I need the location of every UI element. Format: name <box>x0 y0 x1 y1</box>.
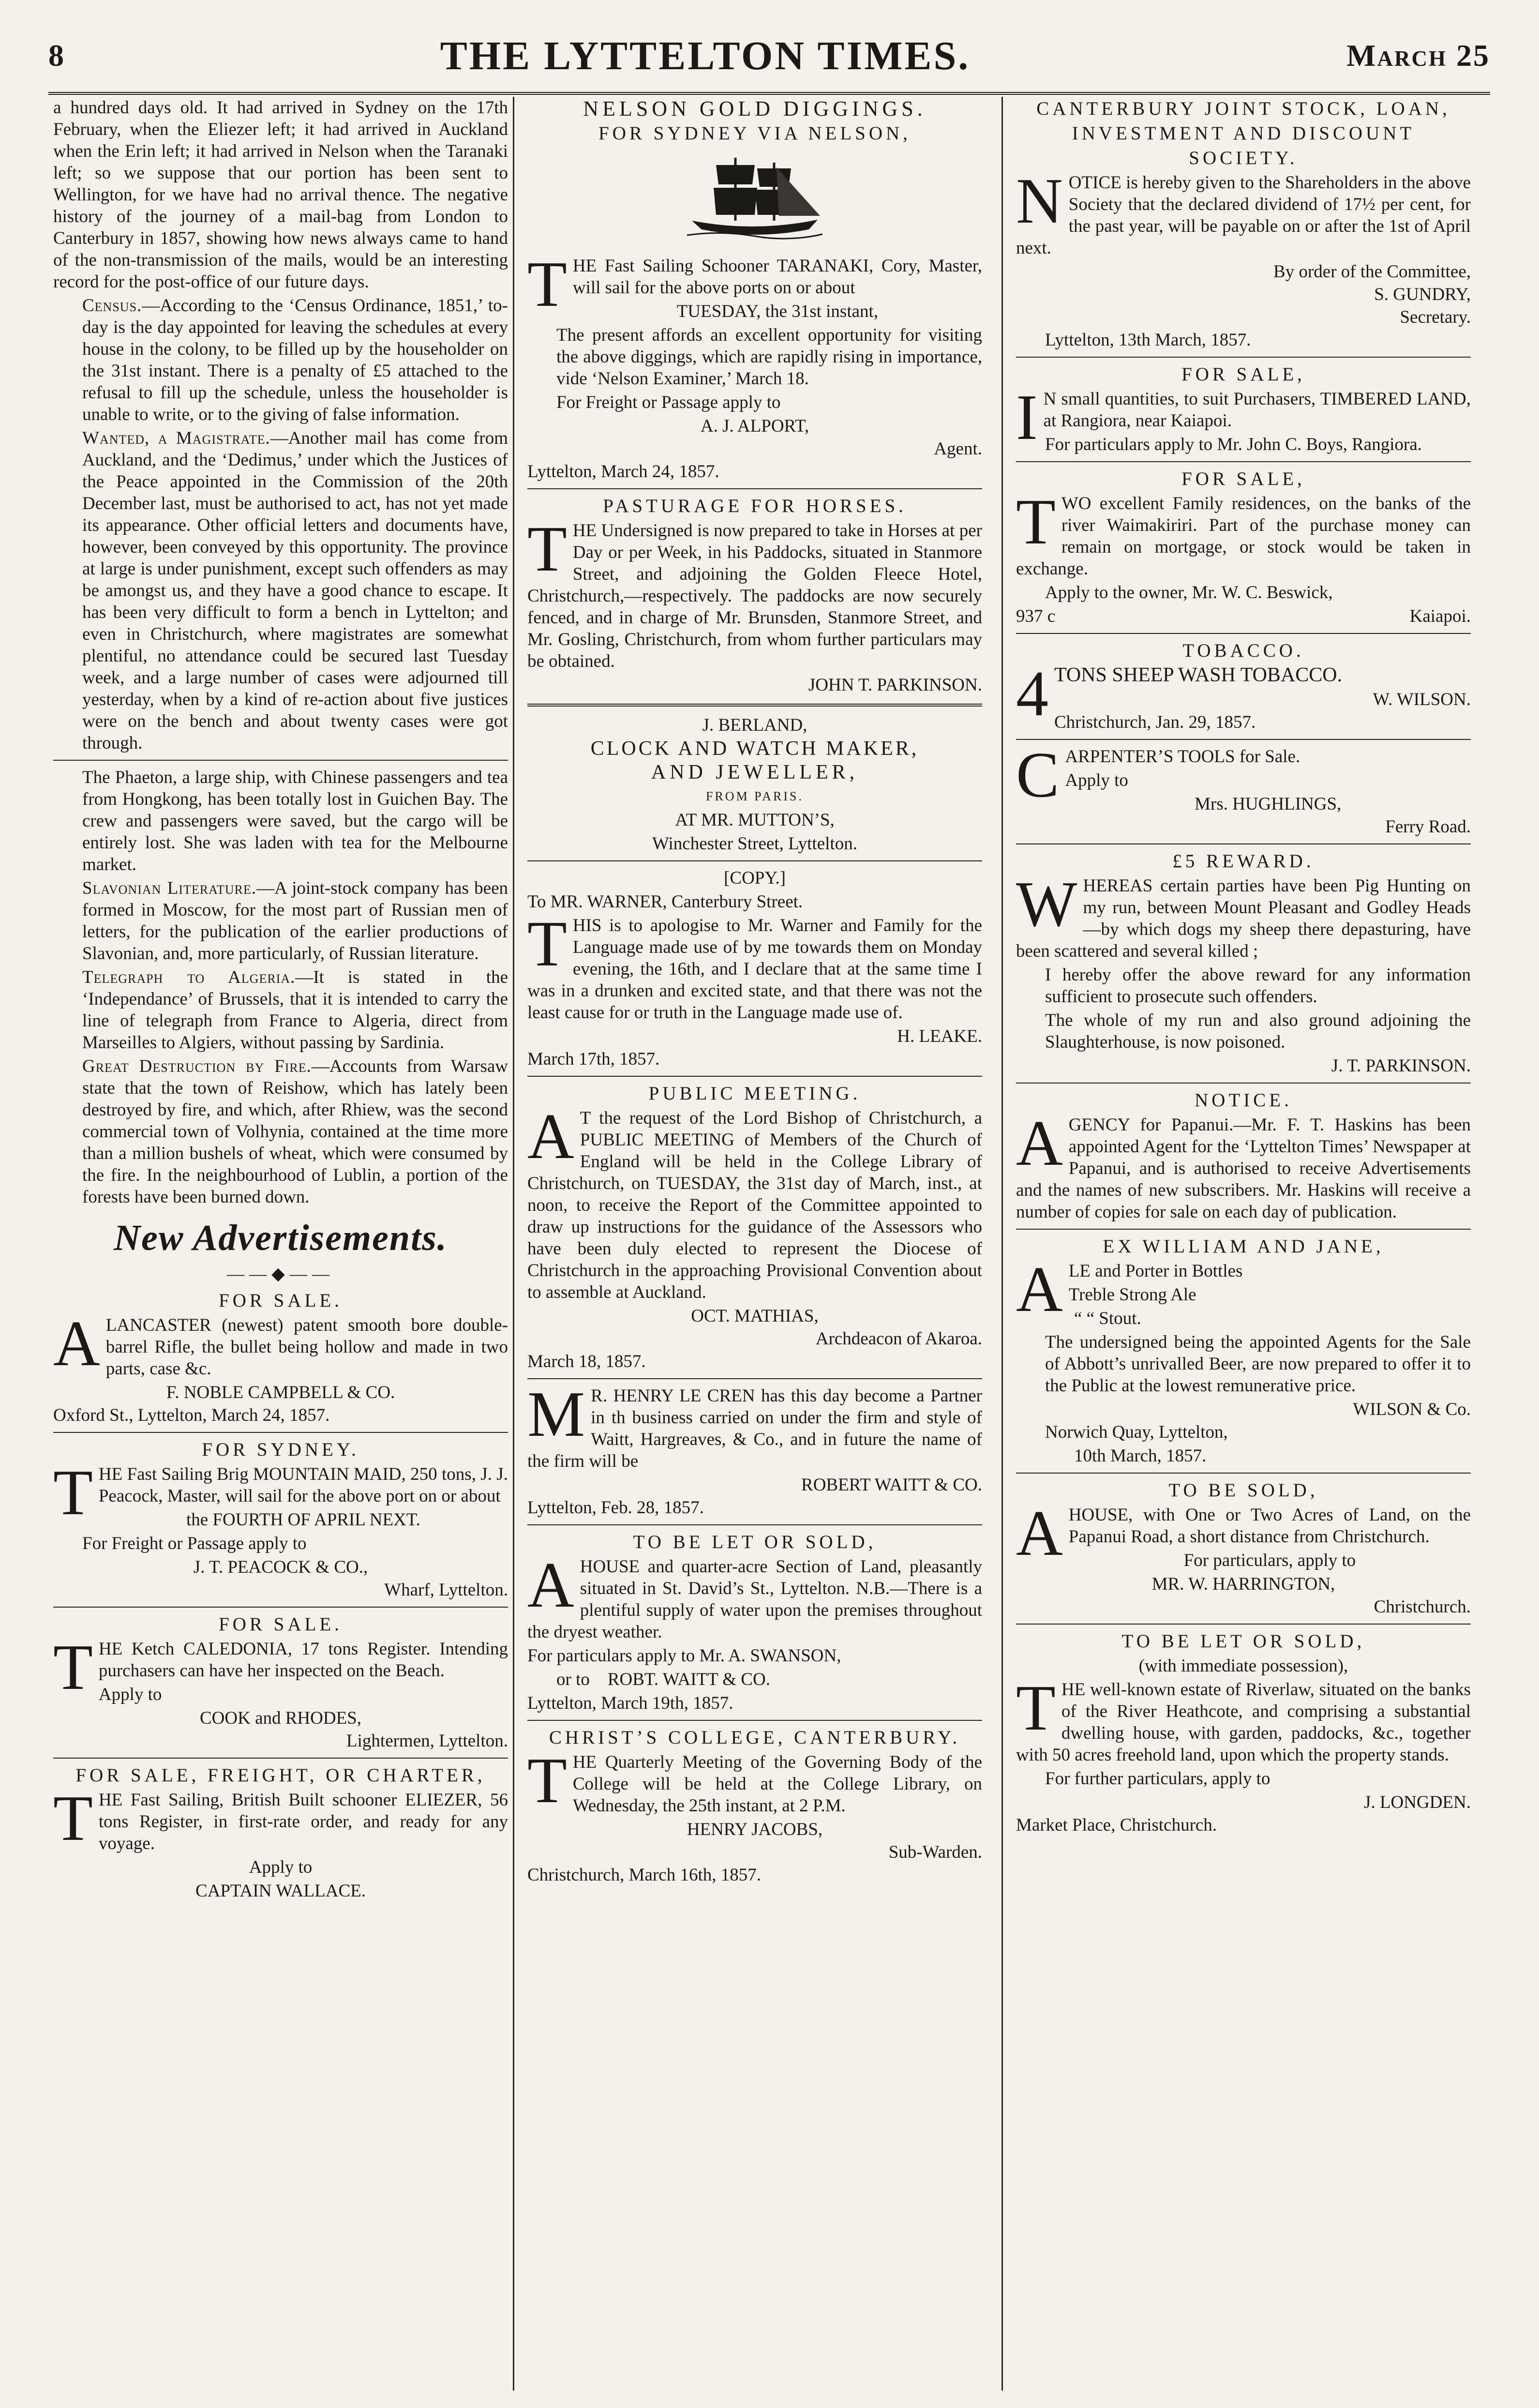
divider <box>53 1758 508 1759</box>
divider <box>527 860 982 861</box>
news-fire-title: Great Destruction by Fire. <box>82 1056 312 1076</box>
drop-cap: T <box>527 908 567 979</box>
ad-let-apply: For particulars apply to Mr. A. SWANSON, <box>527 1646 841 1666</box>
ad-jointstock-date: Lyttelton, 13th March, 1857. <box>1045 330 1251 350</box>
ad-house-signature: MR. W. HARRINGTON, <box>1151 1574 1335 1594</box>
ad-jointstock-body <box>1016 165 1471 259</box>
ad-berland-trade2: AND JEWELLER, <box>651 761 859 783</box>
ad-reward-body2: I hereby offer the above reward for any information sufficient to prosecute such offenders. <box>1045 965 1471 1007</box>
divider <box>527 1378 982 1379</box>
ad-ale-body2: The undersigned being the appointed Agents for the Sale of Abbott’s unrivalled Beer, are now prepared to offer it to the Public at the lowest remunerative price. <box>1045 1332 1471 1396</box>
divider <box>1016 843 1471 844</box>
ad-charter-apply: Apply to <box>249 1857 313 1877</box>
ad-charter-body <box>53 1782 508 1854</box>
news-census-body: —According to the ‘Census Ordinance, 1851,’ to-day is the day appointed for leaving the schedules at every house in the colony, to be filled up by the householder on the 31st instant. There is a penalty of £5 attached to the refusal to fill up the schedule, unless the householder is unable to write, or to the giving of false information. <box>82 296 508 424</box>
ad-notice-body <box>1016 1107 1471 1223</box>
ad-tools-signature: Mrs. HUGHLINGS, <box>1195 794 1342 814</box>
page-number: 8 <box>48 38 64 73</box>
ad-house-text: HOUSE, with One or Two Acres of Land, on the Papanui Road, a short distance from Christchurch. <box>1068 1505 1471 1547</box>
ad-apology-date: March 17th, 1857. <box>527 1049 660 1069</box>
ad-let-text: HOUSE and quarter-acre Section of Land, pleasantly situated in St. David’s St., Lyttelton. N.B.—There is a plentiful supply of water upon the premises throughout the dryest weather. <box>527 1557 982 1642</box>
ad-ketch-heading: FOR SALE. <box>219 1614 343 1635</box>
ad-nelson <box>527 98 982 482</box>
ad-riverlaw-sub: (with immediate possession), <box>1138 1656 1348 1676</box>
ad-let-or: or to <box>556 1670 590 1689</box>
ad-meeting <box>527 1083 982 1372</box>
news-magistrate-title: Wanted, a Magistrate. <box>82 428 270 448</box>
drop-cap: T <box>1016 486 1056 557</box>
ad-charter-signature: CAPTAIN WALLACE. <box>195 1881 366 1901</box>
ad-residences-refcode: 937 c <box>1016 606 1056 626</box>
ad-meeting-heading: PUBLIC MEETING. <box>648 1083 861 1104</box>
ad-timbered-body2: For particulars apply to Mr. John C. Boys, Rangiora. <box>1045 435 1422 454</box>
ad-reward <box>1016 850 1471 1077</box>
ad-sydney-apply: For Freight or Passage apply to <box>82 1534 307 1553</box>
ad-riverlaw-body <box>1016 1672 1471 1766</box>
ad-apology <box>527 867 982 1070</box>
ad-pasturage-text: HE Undersigned is now prepared to take in Horses at per Day or per Week, in his Paddocks, situated in Stanmore Street, and adjoining the Golden Fleece Hotel, Christchurch,—respectively. The paddocks are now securely fenced, and in charge of Mr. Brunsden, Stanmore Street, and Mr. Gosling, Christchurch, from whom further particulars may be obtained. <box>527 521 982 671</box>
ad-ale-place: Norwich Quay, Lyttelton, <box>1045 1422 1228 1442</box>
ad-riverlaw-place: Market Place, Christchurch. <box>1016 1815 1217 1835</box>
ad-nelson-text: HE Fast Sailing Schooner TARANAKI, Cory, Master, will sail for the above ports on or about <box>572 256 982 298</box>
column-2 <box>527 97 982 2391</box>
ad-jointstock-text: OTICE is hereby given to the Shareholders in the above Society that the declared dividend of 17½ per cent, for the past year, will be payable on or after the 1st of April next. <box>1016 173 1471 258</box>
divider <box>527 704 982 707</box>
ad-tools-place: Ferry Road. <box>1385 817 1471 837</box>
ad-tobacco-date: Christchurch, Jan. 29, 1857. <box>1054 712 1256 732</box>
drop-cap: A <box>1016 1253 1063 1325</box>
ad-house-place: Christchurch. <box>1374 1597 1471 1617</box>
ad-tools <box>1016 739 1471 838</box>
column-3 <box>1016 97 1471 2391</box>
ad-ale-date: 10th March, 1857. <box>1074 1446 1207 1466</box>
ad-college-body <box>527 1745 982 1817</box>
ad-rifle-text: LANCASTER (newest) patent smooth bore double-barrel Rifle, the bullet being hollow and made in two parts, case &c. <box>105 1315 508 1379</box>
divider <box>1016 739 1471 740</box>
ad-reward-heading: £5 REWARD. <box>1172 851 1315 872</box>
ad-pasturage-heading: PASTURAGE FOR HORSES. <box>603 496 907 516</box>
drop-cap: M <box>527 1378 585 1450</box>
divider <box>53 1432 508 1433</box>
ad-let <box>527 1531 982 1714</box>
drop-cap: A <box>527 1100 574 1172</box>
drop-cap: A <box>1016 1107 1063 1179</box>
drop-cap: A <box>53 1308 100 1379</box>
ad-apology-text: HIS is to apologise to Mr. Warner and Family for the Language made use of by me towards them on Monday evening, the 16th, and I declare that at the same time I was in a drunken and excited state, and that there was not the least cause for or truth in the Language made use of. <box>527 916 982 1023</box>
news-phaeton: The Phaeton, a large ship, with Chinese passengers and tea from Hongkong, has been totally lost in Guichen Bay. The crew and passengers were saved, but the cargo will be entirely lost. She was laden with tea for the Melbourne market. <box>82 768 508 874</box>
ad-college-heading: CHRIST’S COLLEGE, CANTERBURY. <box>549 1727 961 1748</box>
issue-date: March 25 <box>1346 38 1490 73</box>
ad-ketch-signature: COOK and RHODES, <box>199 1708 362 1728</box>
ad-lecren-body <box>527 1378 982 1472</box>
divider <box>1016 1624 1471 1625</box>
ad-jointstock-role: Secretary. <box>1400 307 1471 327</box>
ad-residences-heading: FOR SALE, <box>1181 468 1305 489</box>
ad-nelson-apply: For Freight or Passage apply to <box>556 392 781 412</box>
divider <box>527 1524 982 1525</box>
drop-cap: I <box>1016 381 1038 453</box>
ad-college-text: HE Quarterly Meeting of the Governing Body of the College will be held at the College Library, on Wednesday, the 25th instant, at 2 P.M. <box>572 1752 982 1816</box>
ad-sydney-text: HE Fast Sailing Brig MOUNTAIN MAID, 250 tons, J. J. Peacock, Master, will sail for the above port on or about <box>98 1464 508 1506</box>
ad-jointstock-order: By order of the Committee, <box>1273 262 1471 282</box>
ad-rifle-place: Oxford St., Lyttelton, March 24, 1857. <box>53 1405 330 1425</box>
drop-cap: T <box>527 1745 567 1816</box>
masthead <box>48 19 1490 95</box>
ad-residences-ref <box>1016 605 1471 627</box>
ad-ale-line3: “ “ Stout. <box>1074 1309 1141 1328</box>
ad-college-date: Christchurch, March 16th, 1857. <box>527 1865 761 1885</box>
ad-college <box>527 1727 982 1886</box>
ad-sydney-date: the FOURTH OF APRIL NEXT. <box>186 1510 420 1530</box>
ad-sydney <box>53 1439 508 1601</box>
ad-pasturage-body <box>527 513 982 672</box>
ad-ketch-text: HE Ketch CALEDONIA, 17 tons Register. Intending purchasers can have her inspected on the Beach. <box>98 1639 508 1681</box>
drop-cap: C <box>1016 739 1060 811</box>
ad-nelson-heading: NELSON GOLD DIGGINGS. <box>583 97 926 120</box>
ad-meeting-text: T the request of the Lord Bishop of Christchurch, a PUBLIC MEETING of Members of the Church of England will be held in the College Library of Christchurch, on TUESDAY, the 31st day of March, inst., at noon, to receive the Report of the Committee appointed to draw up instructions for the guidance of the Assessors who have been duly elected to represent the Diocese of Christchurch in the approaching Provisional Convention about to assemble at Auckland. <box>527 1108 982 1302</box>
divider <box>1016 1229 1471 1230</box>
ad-lecren-text: R. HENRY LE CREN has this day become a Partner in th business carried on under the firm and style of Waitt, Hargreaves, & Co., and in future the name of the firm will be <box>527 1386 982 1471</box>
divider <box>53 1607 508 1608</box>
news-fire <box>53 1055 508 1208</box>
ad-pasturage-signature: JOHN T. PARKINSON. <box>808 675 982 695</box>
ad-rifle-signature: F. NOBLE CAMPBELL & CO. <box>166 1383 395 1402</box>
ad-let-date: Lyttelton, March 19th, 1857. <box>527 1693 733 1713</box>
divider <box>527 1076 982 1077</box>
ad-riverlaw-heading: TO BE LET OR SOLD, <box>1121 1631 1365 1652</box>
ad-ale-heading: EX WILLIAM AND JANE, <box>1103 1236 1384 1257</box>
ad-jointstock-heading1: CANTERBURY JOINT STOCK, LOAN, <box>1036 98 1450 119</box>
ad-nelson-subheading: FOR SYDNEY VIA NELSON, <box>598 123 911 144</box>
ad-jointstock <box>1016 98 1471 351</box>
divider <box>527 1720 982 1721</box>
drop-cap: T <box>527 248 567 320</box>
ad-riverlaw-text: HE well-known estate of Riverlaw, situated on the banks of the River Heathcote, and comprising a substantial dwelling house, with garden, paddocks, &c., together with 50 acres freehold land, upon which the property stands. <box>1016 1680 1471 1765</box>
ad-rifle <box>53 1290 508 1426</box>
ad-timbered-heading: FOR SALE, <box>1181 364 1305 385</box>
divider <box>1016 461 1471 462</box>
ad-sydney-signature: J. T. PEACOCK & CO., <box>193 1557 368 1577</box>
column-1 <box>53 97 508 2391</box>
ad-apology-to: To MR. WARNER, Canterbury Street. <box>527 892 803 912</box>
news-mail-paragraph: a hundred days old. It had arrived in Sydney on the 17th February, when the Eliezer left; it had arrived in Auckland when the Erin left; it had arrived in Nelson when the Taranaki left; so we suppose that our portion has been sent to Wellington, for we have had no arrival thence. The negative history of the journey of a mail-bag from London to Canterbury in 1857, showing how news always came to hand of the non-transmission of the mails, would be an interesting record for the post-office of our future days. <box>53 98 508 292</box>
news-magistrate <box>53 427 508 754</box>
ad-tobacco-signature: W. WILSON. <box>1373 690 1471 709</box>
news-census-title: Census. <box>82 296 142 316</box>
ad-berland-at: AT MR. MUTTON’S, <box>675 810 835 830</box>
ad-nelson-place: Lyttelton, March 24, 1857. <box>527 462 719 482</box>
ad-meeting-body <box>527 1100 982 1303</box>
ad-ale-text: LE and Porter in Bottles <box>1068 1261 1243 1281</box>
ad-charter <box>53 1764 508 1902</box>
ad-residences <box>1016 468 1471 627</box>
ad-let-body <box>527 1549 982 1643</box>
ad-college-role: Sub-Warden. <box>888 1842 982 1862</box>
drop-cap: A <box>527 1549 574 1621</box>
ad-tobacco-text: TONS SHEEP WASH TOBACCO. <box>1054 664 1343 686</box>
ad-college-signature: HENRY JACOBS, <box>687 1820 823 1839</box>
ad-lecren-signature: ROBERT WAITT & CO. <box>801 1475 982 1495</box>
ad-residences-apply: Apply to the owner, Mr. W. C. Beswick, <box>1045 583 1333 602</box>
drop-cap: A <box>1016 1497 1063 1569</box>
new-advertisements-heading: New Advertisements. <box>114 1218 448 1258</box>
ad-reward-signature: J. T. PARKINSON. <box>1331 1056 1471 1076</box>
ad-reward-body3: The whole of my run and also ground adjoining the Slaughterhouse, is now poisoned. <box>1045 1010 1471 1052</box>
ad-lecren-date: Lyttelton, Feb. 28, 1857. <box>527 1498 704 1518</box>
newspaper-title: THE LYTTELTON TIMES. <box>440 33 971 78</box>
ad-berland <box>527 714 982 855</box>
news-census <box>53 295 508 425</box>
column-rule-2 <box>1001 97 1003 2391</box>
ad-riverlaw-apply: For further particulars, apply to <box>1045 1769 1270 1789</box>
ad-tools-text: ARPENTER’S TOOLS for Sale. <box>1065 747 1300 767</box>
news-telegraph-body: —It is stated in the ‘Independance’ of Brussels, that it is intended to carry the line of telegraph from France to Algeria, direct from Marseilles to Algiers, without passing by Sardinia. <box>82 967 508 1053</box>
ad-notice <box>1016 1089 1471 1223</box>
divider <box>1016 1083 1471 1084</box>
ad-house-apply: For particulars, apply to <box>1183 1550 1356 1570</box>
ad-notice-text: GENCY for Papanui.—Mr. F. T. Haskins has been appointed Agent for the ‘Lyttelton Times’ Newspaper at Papanui, and is authorised to receive Advertisements and the names of new subscribers. Mr. Haskins will receive a number of copies for sale on each day of publication. <box>1016 1115 1471 1222</box>
ornament-divider: ——◆—— <box>227 1264 334 1283</box>
ad-residences-body <box>1016 486 1471 580</box>
ad-tools-apply: Apply to <box>1065 770 1128 790</box>
drop-cap: T <box>53 1457 93 1528</box>
ad-apology-signature: H. LEAKE. <box>897 1026 982 1046</box>
ad-tobacco <box>1016 640 1471 733</box>
ad-charter-heading: FOR SALE, FREIGHT, OR CHARTER, <box>75 1765 486 1786</box>
ad-charter-text: HE Fast Sailing, British Built schooner ELIEZER, 56 tons Register, in first-rate order, and ready for any voyage. <box>98 1790 508 1853</box>
column-rule-1 <box>513 97 514 2391</box>
ad-residences-place: Kaiapoi. <box>1409 606 1471 626</box>
divider <box>1016 633 1471 634</box>
ad-timbered <box>1016 363 1471 455</box>
ad-let-signature-name: ROBT. WAITT & CO. <box>607 1670 770 1689</box>
news-slavonian-body: —A joint-stock company has been formed in Moscow, for the most part of Russian men of letters, for the publication of the earlier productions of Slavonian, and, more particularly, of Russian literature. <box>82 878 508 963</box>
ad-lecren <box>527 1378 982 1519</box>
divider <box>1016 357 1471 358</box>
ad-riverlaw-signature: J. LONGDEN. <box>1364 1792 1471 1812</box>
news-telegraph-title: Telegraph to Algeria. <box>82 967 296 987</box>
divider <box>527 488 982 489</box>
news-fire-body: —Accounts from Warsaw state that the town of Reishow, which has lately been destroyed by fire, and which, after Rhiew, was the second commercial town of Volhynia, contained at the time more than a million bushels of wheat, which were consumed by the fire. In the neighbourhood of Lublin, a portion of the forests have been burned down. <box>82 1056 508 1207</box>
ad-riverlaw <box>1016 1630 1471 1836</box>
ad-pasturage <box>527 495 982 696</box>
ad-let-heading: TO BE LET OR SOLD, <box>633 1532 877 1552</box>
ad-apology-body <box>527 908 982 1023</box>
drop-cap: T <box>53 1631 93 1703</box>
ad-ketch <box>53 1613 508 1752</box>
ad-jointstock-signature: S. GUNDRY, <box>1374 285 1471 304</box>
drop-cap: 4 <box>1016 658 1048 729</box>
ad-sydney-place: Wharf, Lyttelton. <box>384 1580 508 1600</box>
ad-berland-trade: CLOCK AND WATCH MAKER, <box>590 737 919 760</box>
ad-berland-address: Winchester Street, Lyttelton. <box>652 834 857 854</box>
ad-jointstock-heading2: INVESTMENT AND DISCOUNT <box>1072 123 1415 144</box>
drop-cap: T <box>53 1782 93 1854</box>
ad-ale-signature: WILSON & Co. <box>1353 1400 1471 1419</box>
drop-cap: N <box>1016 165 1063 237</box>
ad-nelson-signature: A. J. ALPORT, <box>700 416 809 436</box>
ad-meeting-date: March 18, 1857. <box>527 1352 646 1371</box>
ad-meeting-signature: OCT. MATHIAS, <box>691 1306 819 1326</box>
ad-ale-line2: Treble Strong Ale <box>1068 1285 1196 1305</box>
ad-berland-origin: FROM PARIS. <box>705 789 804 803</box>
divider <box>53 760 508 761</box>
drop-cap: T <box>527 513 567 585</box>
ad-berland-name: J. BERLAND, <box>702 715 807 735</box>
news-slavonian-title: Slavonian Literature. <box>82 878 257 898</box>
ad-house <box>1016 1479 1471 1618</box>
ad-jointstock-heading3: SOCIETY. <box>1189 148 1298 168</box>
ad-residences-text: WO excellent Family residences, on the banks of the river Waimakiriri. Part of the purchase money can remain on mortgage, or stock would be taken in exchange. <box>1016 494 1471 579</box>
ad-rifle-body <box>53 1308 508 1380</box>
news-telegraph <box>53 966 508 1054</box>
ad-timbered-text: N small quantities, to suit Purchasers, TIMBERED LAND, at Rangiora, near Kaiapoi. <box>1043 389 1471 431</box>
ad-apology-copy: [COPY.] <box>724 868 786 888</box>
ad-house-heading: TO BE SOLD, <box>1168 1480 1318 1501</box>
ad-reward-body <box>1016 868 1471 962</box>
ad-ale <box>1016 1235 1471 1467</box>
ad-notice-heading: NOTICE. <box>1195 1090 1292 1111</box>
ad-nelson-date: TUESDAY, the 31st instant, <box>676 301 879 321</box>
ad-meeting-role: Archdeacon of Akaroa. <box>815 1329 982 1349</box>
drop-cap: T <box>1016 1672 1056 1744</box>
ad-nelson-body2: The present affords an excellent opportunity for visiting the above diggings, which are rapidly rising in importance, vide ‘Nelson Examiner,’ March 18. <box>556 325 982 389</box>
ad-let-signature <box>527 1669 982 1690</box>
drop-cap: W <box>1016 868 1077 940</box>
ad-sydney-heading: FOR SYDNEY. <box>202 1439 359 1460</box>
ad-tobacco-heading: TOBACCO. <box>1182 640 1304 661</box>
news-slavonian <box>53 877 508 964</box>
news-magistrate-body: —Another mail has come from Auckland, and the ‘Dedimus,’ under which the Justices of the Peace appointed in the Commission of the 20th December last, must be authorised to act, has not yet made its appearance. Other official letters and documents have, however, been conveyed by this opportunity. The province at large is under punishment, except such offenders as may be amongst us, and they have a good chance to escape. It has been very difficult to form a bench in Lyttelton; and even in Christchurch, where magistrates are somewhat plentiful, no attendance could be secured last Tuesday week, and a large number of cases were adjourned till yesterday, when by a kind of re-action about five justices were on the bench and about twenty cases were got through. <box>82 428 508 753</box>
ad-reward-text: HEREAS certain parties have been Pig Hunting on my run, between Mount Pleasant and Godley Heads—by which dogs my sheep there depasturing, have been scattered and several killed ; <box>1016 876 1471 961</box>
ad-ketch-place: Lightermen, Lyttelton. <box>346 1731 508 1751</box>
ad-nelson-role: Agent. <box>934 439 982 459</box>
ship-icon <box>527 148 982 250</box>
ad-ketch-apply: Apply to <box>98 1685 162 1704</box>
divider <box>1016 1473 1471 1474</box>
ad-rifle-heading: FOR SALE. <box>219 1290 343 1311</box>
